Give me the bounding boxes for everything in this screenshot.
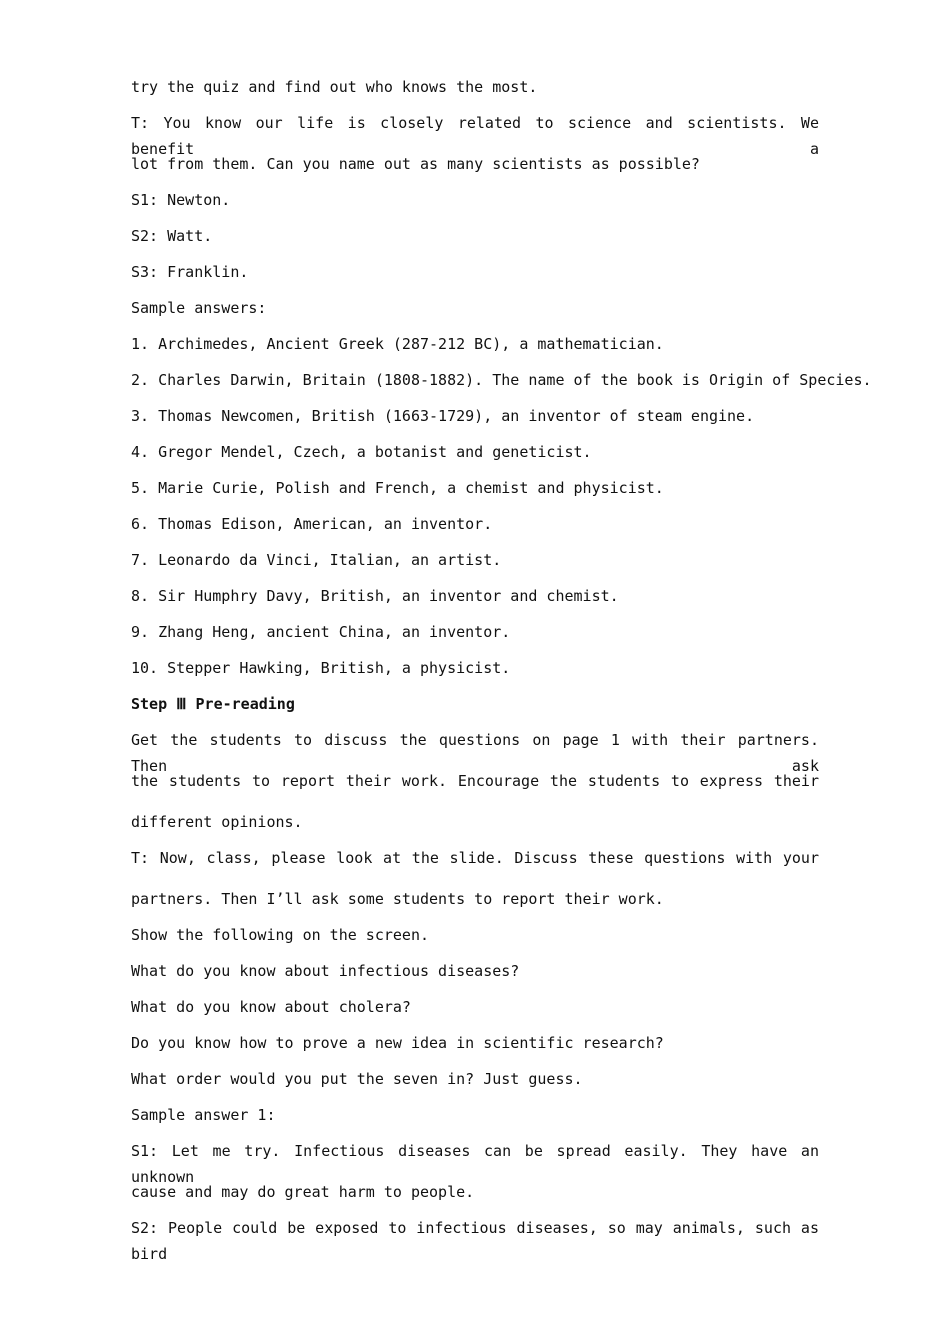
text-line: S1: Newton. — [131, 191, 231, 209]
text-line: T: Now, class, please look at the slide. Discuss these questions with your — [131, 849, 819, 867]
text-line: try the quiz and find out who knows the most. — [131, 78, 538, 96]
list-item: 1. Archimedes, Ancient Greek (287-212 BC), a mathematician. — [131, 335, 664, 353]
question-line: Do you know how to prove a new idea in scientific research? — [131, 1034, 664, 1052]
text-line: S2: Watt. — [131, 227, 213, 245]
text-line: lot from them. Can you name out as many scientists as possible? — [131, 155, 700, 173]
list-item: 7. Leonardo da Vinci, Italian, an artist. — [131, 551, 502, 569]
question-line: What do you know about cholera? — [131, 998, 411, 1016]
text-line: Sample answers: — [131, 299, 267, 317]
list-item: 3. Thomas Newcomen, British (1663-1729), an inventor of steam engine. — [131, 407, 755, 425]
text-line: Show the following on the screen. — [131, 926, 430, 944]
text-line: the students to report their work. Encourage the students to express their — [131, 772, 819, 790]
text-line: S2: People could be exposed to infectious diseases, so may animals, such as bird — [131, 1219, 819, 1263]
text-line: Get the students to discuss the questions on page 1 with their partners. Then ask — [131, 731, 819, 775]
text-line: T: You know our life is closely related to science and scientists. We benefit a — [131, 114, 819, 158]
text-line: S3: Franklin. — [131, 263, 249, 281]
text-line: cause and may do great harm to people. — [131, 1183, 475, 1201]
question-line: What do you know about infectious diseases? — [131, 962, 520, 980]
list-item: 8. Sir Humphry Davy, British, an inventor and chemist. — [131, 587, 619, 605]
text-line: S1: Let me try. Infectious diseases can be spread easily. They have an unknown — [131, 1142, 819, 1186]
text-line: different opinions. — [131, 813, 303, 831]
list-item: 10. Stepper Hawking, British, a physicist. — [131, 659, 511, 677]
text-line: partners. Then I’ll ask some students to report their work. — [131, 890, 664, 908]
list-item: 6. Thomas Edison, American, an inventor. — [131, 515, 493, 533]
question-line: What order would you put the seven in? Just guess. — [131, 1070, 583, 1088]
list-item: 2. Charles Darwin, Britain (1808-1882). The name of the book is Origin of Species. — [131, 371, 872, 389]
document-page — [131, 74, 872, 1263]
list-item: 4. Gregor Mendel, Czech, a botanist and geneticist. — [131, 443, 592, 461]
section-heading: Step Ⅲ Pre-reading — [131, 695, 295, 713]
list-item: 9. Zhang Heng, ancient China, an inventor. — [131, 623, 511, 641]
text-line: Sample answer 1: — [131, 1106, 276, 1124]
list-item: 5. Marie Curie, Polish and French, a chemist and physicist. — [131, 479, 664, 497]
